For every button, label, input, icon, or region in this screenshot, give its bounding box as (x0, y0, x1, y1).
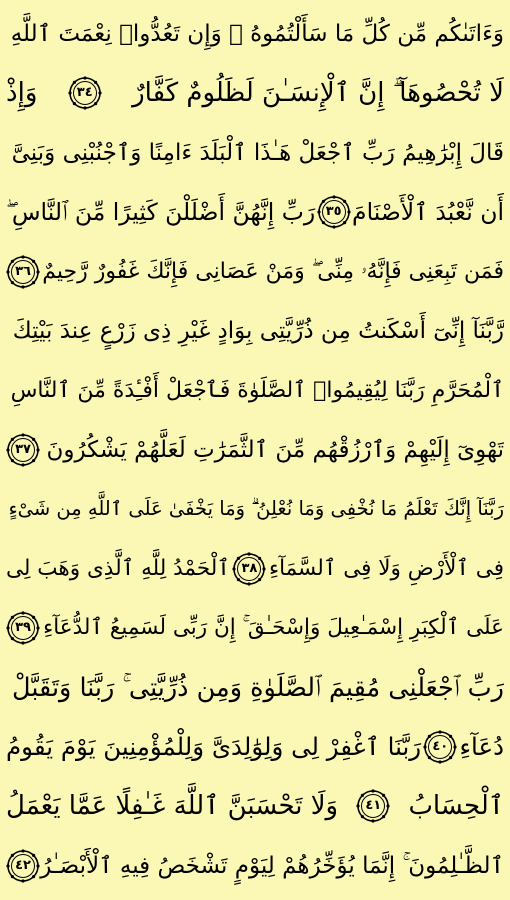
verse-line (6, 424, 504, 476)
verse-text: أَن نَّعْبُدَ ٱلْأَصْنَامَ (352, 198, 504, 227)
verse-line (6, 67, 504, 119)
verse-text: لَا تُحْصُوهَآ ۗ إِنَّ ٱلْإِنسَـٰنَ لَظَلُومٌ كَفَّارٌ (132, 78, 504, 109)
ayah-end-marker-icon (6, 255, 40, 289)
ayah-end-marker-icon (6, 433, 40, 467)
verse-line (6, 305, 504, 357)
ayah-end-marker-icon (6, 849, 40, 883)
ayah-end-marker-icon (68, 76, 102, 110)
verse-text: رَبِّ ٱجْعَلْنِى مُقِيمَ ٱلصَّلَوٰةِ وَمِن ذُرِّيَّتِى ۚ رَبَّنَا وَتَقَبَّلْ (12, 672, 504, 703)
verse-text: ٱلْحِسَابُ (408, 791, 504, 822)
verse-line (6, 246, 504, 298)
verse-text: رَبَّنَا ٱغْفِرْ لِى وَلِوَٰلِدَىَّ وَلِلْمُؤْمِنِينَ يَوْمَ يَقُومُ (6, 732, 422, 762)
verse-text: قَالَ إِبْرَٰهِيمُ رَبِّ ٱجْعَلْ هَـٰذَا ٱلْبَلَدَ ءَامِنًا وَٱجْنُبْنِى وَبَنِىَّ (11, 139, 504, 166)
ayah-number: ٣٩ (15, 620, 31, 636)
ayah-number: ٣٥ (325, 204, 342, 220)
verse-line (6, 543, 504, 595)
ayah-end-marker-icon (423, 730, 457, 764)
verse-text: عَلَى ٱلْكِبَرِ إِسْمَـٰعِيلَ وَإِسْحَـٰقَ ۚ إِنَّ رَبِّى لَسَمِيعُ ٱلدُّعَآءِ (43, 615, 504, 641)
ayah-number: ٣٦ (15, 263, 31, 279)
verse-text: رَبَّنَآ إِنَّكَ تَعْلَمُ مَا نُخْفِى وَمَا نُعْلِنُ ۗ وَمَا يَخْفَىٰ عَلَى ٱللَّهِ مِن شَىْءٍ (8, 497, 504, 521)
verse-line (6, 840, 504, 892)
ayah-end-marker-icon (356, 789, 390, 823)
verse-text: وَءَاتَىٰكُم مِّن كُلِّ مَا سَأَلْتُمُوهُ ۚ وَإِن تَعُدُّوا۟ نِعْمَتَ ٱللَّهِ (10, 21, 504, 47)
verse-text: فَمَن تَبِعَنِى فَإِنَّهُۥ مِنِّى ۖ وَمَنْ عَصَانِى فَإِنَّكَ غَفُورٌ رَّحِيمٌ (42, 258, 504, 284)
verse-text: ٱلظَّـٰلِمُونَ ۚ إِنَّمَا يُؤَخِّرُهُمْ لِيَوْمٍ تَشْخَصُ فِيهِ ٱلْأَبْصَـٰرُ (40, 852, 504, 879)
ayah-number: ٣٧ (15, 441, 31, 457)
ayah-number: ٤١ (365, 798, 382, 814)
verse-line (6, 721, 504, 773)
verse-text: وَإِذْ (6, 78, 38, 109)
ayah-end-marker-icon (317, 195, 351, 229)
ayah-number: ٣٤ (76, 85, 93, 101)
ayah-number: ٣٨ (241, 560, 258, 576)
verse-line (6, 780, 504, 832)
ayah-number: ٤٢ (15, 857, 31, 873)
verse-text: ٱلْمُحَرَّمِ رَبَّنَا لِيُقِيمُوا۟ ٱلصَّلَوٰةَ فَٱجْعَلْ أَفْـِٔدَةً مِّنَ ٱلنَّاسِ (10, 377, 504, 403)
verse-line (6, 186, 504, 238)
ayah-end-marker-icon (232, 552, 266, 586)
ayah-end-marker-icon (6, 611, 40, 645)
verse-line (6, 8, 504, 60)
verse-text: تَهْوِىٓ إِلَيْهِمْ وَٱرْزُقْهُم مِّنَ ٱلثَّمَرَٰتِ لَعَلَّهُمْ يَشْكُرُونَ (46, 436, 504, 463)
verse-text: وَلَا تَحْسَبَنَّ ٱللَّهَ غَـٰفِلًا عَمَّا يَعْمَلُ (6, 791, 339, 822)
ayah-number: ٤٠ (432, 739, 449, 755)
verse-line (6, 127, 504, 179)
verse-text: ٱلْحَمْدُ لِلَّهِ ٱلَّذِى وَهَبَ لِى (6, 555, 230, 581)
verse-text: دُعَآءِ (459, 732, 504, 762)
verse-line (6, 365, 504, 417)
verse-text: فِى ٱلْأَرْضِ وَلَا فِى ٱلسَّمَآءِ (268, 555, 504, 581)
verse-text: رَّبَّنَآ إِنِّىٓ أَسْكَنتُ مِن ذُرِّيَّتِى بِوَادٍ غَيْرِ ذِى زَرْعٍ عِندَ بَيْتِكَ (12, 318, 504, 345)
verse-line (6, 483, 504, 535)
verse-line (6, 602, 504, 654)
verse-text: رَبِّ إِنَّهُنَّ أَضْلَلْنَ كَثِيرًا مِّنَ ٱلنَّاسِ ۖ (6, 198, 316, 227)
verse-line (6, 662, 504, 714)
